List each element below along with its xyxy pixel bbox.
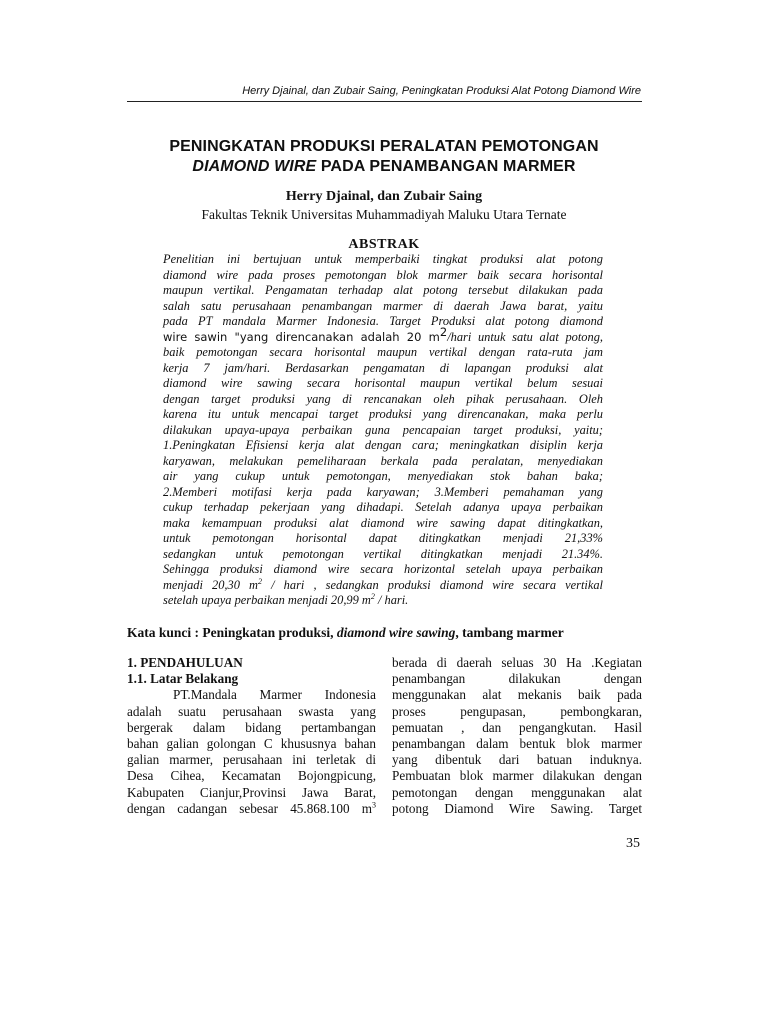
title-line-2 <box>120 157 648 177</box>
abstract-line-target-sans: wire sawin "yang direncanakan adalah 20 m <box>163 329 440 344</box>
abstract-line: salah satu perusahaan penambangan marmer di daerah Jawa barat, yaitu <box>163 298 603 313</box>
abstract-text: setelah upaya perbaikan menjadi 20,99 m <box>163 593 371 607</box>
paragraph-line: adalah suatu perusahaan swasta yang <box>127 703 376 719</box>
keyword-italic: diamond wire sawing <box>336 625 456 640</box>
superscript: 2 <box>370 591 375 601</box>
paragraph-line: galian marmer, perusahaan ini terletak di <box>127 752 376 768</box>
abstract-line: diamond wire sawing secara horisontal maupun vertikal belum sesuai <box>163 376 603 390</box>
title-line-1: PENINGKATAN PRODUKSI PERALATAN PEMOTONGAN <box>169 138 599 155</box>
paper-title <box>120 137 648 177</box>
paragraph-line: Desa Cihea, Kecamatan Bojongpicung, <box>127 768 376 784</box>
paragraph-line: yang dibentuk dari batuan induknya. <box>392 752 642 768</box>
abstract-line: 2.Memberi motifasi kerja pada karyawan; 3.Memberi pemahaman yang <box>163 484 603 499</box>
abstract-line: pada PT mandala Marmer Indonesia. Target Produksi alat potong diamond <box>163 314 603 328</box>
paragraph-line: pemotongan dengan menggunakan alat <box>392 784 642 800</box>
abstract-line-target <box>163 324 603 346</box>
paragraph-line: bergerak dalam bidang pertambangan <box>127 719 376 735</box>
keywords <box>127 624 642 641</box>
paragraph-line: potong Diamond Wire Sawing. Target <box>392 800 642 816</box>
keywords-label: Kata kunci : <box>127 625 203 640</box>
abstract-line: untuk pemotongan horisontal dapat ditingkatkan menjadi 21,33% <box>163 531 603 545</box>
abstract-line: baik pemotongan secara horisontal maupun vertikal dengan rata-ruta jam <box>163 345 603 359</box>
authors: Herry Djainal, dan Zubair Saing <box>285 189 483 204</box>
paragraph-line: penambangan dalam bentuk blok marmer <box>392 736 642 752</box>
abstract-line-result-1 <box>163 578 603 594</box>
title-line-2-rest: PADA PENAMBANGAN MARMER <box>316 158 576 175</box>
running-header: Herry Djainal, dan Zubair Saing, Peningkatan Produksi Alat Potong Diamond Wire <box>242 85 641 97</box>
abstract-line: Sehingga produksi diamond wire secara horizontal setelah upaya perbaikan <box>163 562 603 576</box>
abstract-line: 1.Peningkatan Efisiensi kerja alat dengan cara; meningkatkan disiplin kerja <box>163 438 603 452</box>
subsection-heading: 1.1. Latar Belakang <box>127 671 239 687</box>
abstract-line: dilakukan upaya-upaya perbaikan guna pencapaian target produksi, yaitu; <box>163 422 603 437</box>
right-column <box>392 655 642 817</box>
abstract-line: maka kemampuan produksi alat diamond wire sawing dapat ditingkatkan, <box>163 515 603 530</box>
paragraph-line: bahan galian golongan C khususnya bahan <box>127 736 376 752</box>
paragraph-line: Kabupaten Cianjur,Provinsi Jawa Barat, <box>127 784 376 800</box>
abstract-heading: ABSTRAK <box>348 237 420 252</box>
paragraph-line: PT.Mandala Marmer Indonesia <box>173 687 376 703</box>
abstract-line: air yang cukup untuk pemotongan, menyediakan stok bahan baka; <box>163 469 603 483</box>
paragraph-line: menggunakan alat mekanis baik pada <box>392 687 642 703</box>
abstract-line: karena itu untuk mencapai target produksi yang direncanakan, maka perlu <box>163 407 603 421</box>
paragraph-line: proses pengupasan, pembongkaran, <box>392 703 642 719</box>
header-rule <box>127 101 642 102</box>
paragraph-line: pemuatan , dan pengangkutan. Hasil <box>392 719 642 735</box>
keyword: Peningkatan produksi, <box>202 625 337 640</box>
paragraph-line: penambangan dilakukan dengan <box>392 671 642 687</box>
abstract-line: dengan target produksi yang di rencanakan oleh pihak perusahaan. Oleh <box>163 391 603 406</box>
abstract-text: / hari. <box>374 593 409 607</box>
abstract-text: / hari , sedangkan produksi diamond wire secara vertikal <box>262 577 603 592</box>
paragraph-text: dengan cadangan sebesar 45.868.100 m <box>127 800 372 816</box>
paragraph-line: Pembuatan blok marmer dilakukan dengan <box>392 768 642 784</box>
abstract-line: diamond wire pada proses pemotongan blok marmer baik secara horisontal <box>163 267 603 282</box>
affiliation: Fakultas Teknik Universitas Muhammadiyah Maluku Utara Ternate <box>201 207 567 222</box>
abstract-line: cukup terhadap pekerjaan yang dihadapi. Setelah adanya upaya perbaikan <box>163 500 603 514</box>
keyword: , tambang marmer <box>455 625 564 640</box>
section-heading: 1. PENDAHULUAN <box>127 655 243 670</box>
abstract-body <box>163 252 603 609</box>
abstract-line: maupun vertikal. Pengamatan terhadap alat potong tersebut dilakukan pada <box>163 283 603 297</box>
abstract-line: Penelitian ini bertujuan untuk memperbaiki tingkat produksi alat potong <box>163 252 603 266</box>
abstract-line: sedangkan untuk pemotongan vertikal ditingkatkan menjadi 21.34%. <box>163 546 603 561</box>
superscript: 2 <box>258 576 262 586</box>
title-italic-term: DIAMOND WIRE <box>192 158 317 175</box>
abstract-text: menjadi 20,30 m <box>163 577 258 592</box>
page-number: 35 <box>626 836 640 851</box>
paragraph-line: berada di daerah seluas 30 Ha .Kegiatan <box>392 655 642 670</box>
abstract-line-result-2 <box>163 593 603 609</box>
paragraph-line-last <box>127 801 376 817</box>
abstract-line: karyawan, melakukan pemeliharaan berkala pada peralatan, menyediakan <box>163 453 603 468</box>
superscript: 3 <box>372 800 376 810</box>
left-column <box>127 655 376 817</box>
superscript: 2 <box>439 324 448 339</box>
abstract-line-target-rest: /hari untuk satu alat potong, <box>447 329 603 344</box>
abstract-line: kerja 7 jam/hari. Berdasarkan pengamatan di lapangan produksi alat <box>163 360 603 375</box>
